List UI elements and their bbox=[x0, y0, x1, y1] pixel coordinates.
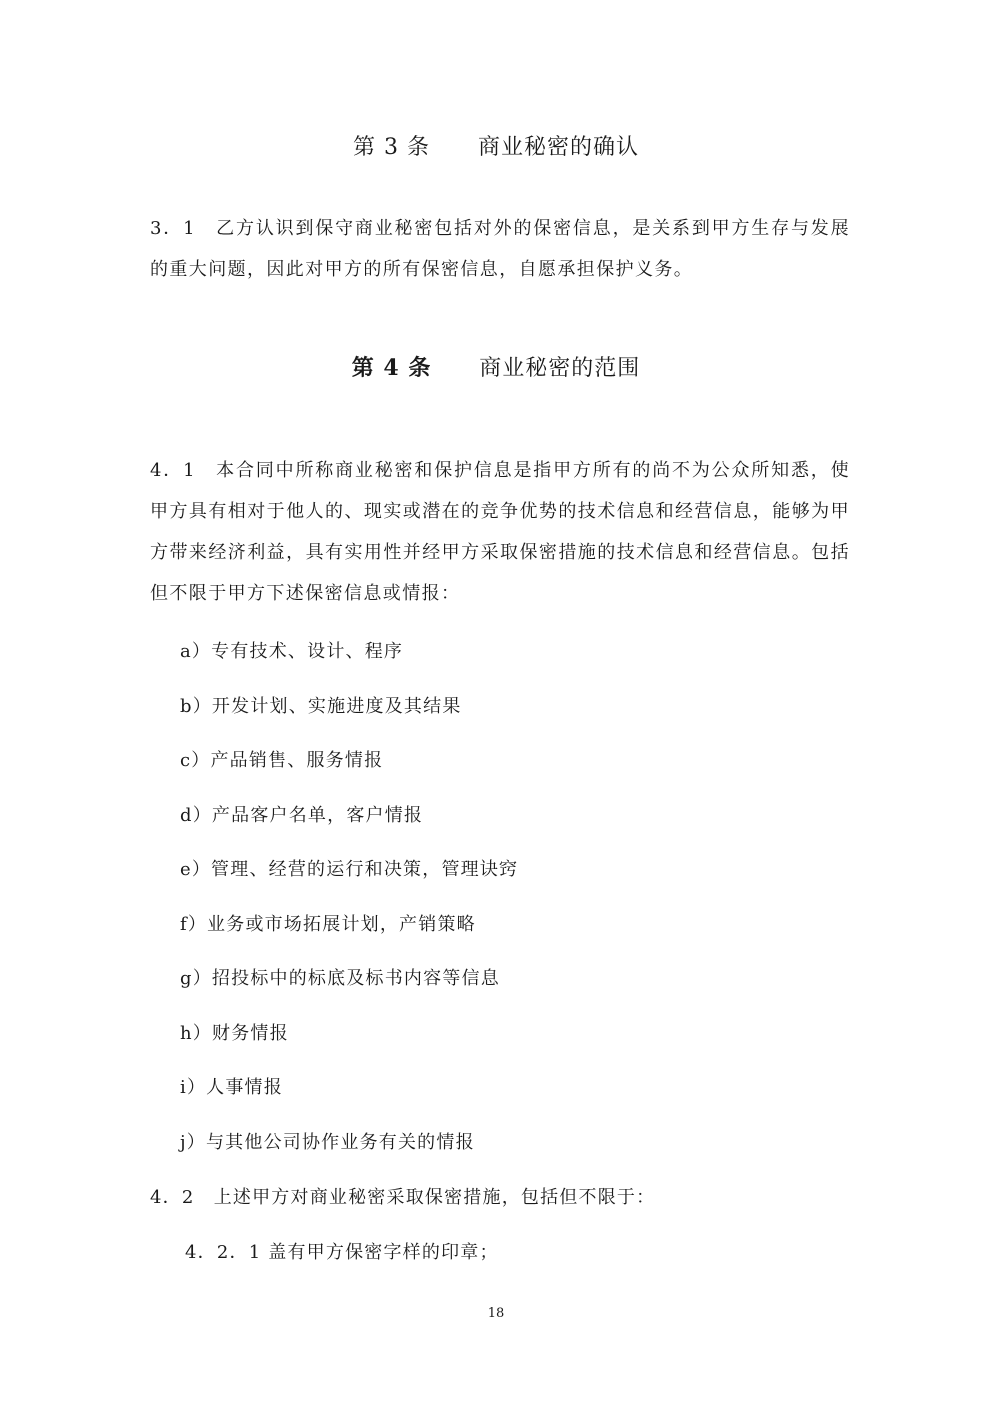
list-item: i）人事情报 bbox=[180, 1077, 283, 1098]
list-item: a）专有技术、设计、程序 bbox=[180, 641, 404, 662]
list-item: e）管理、经营的运行和决策，管理诀窍 bbox=[180, 859, 519, 880]
list-item: c）产品销售、服务情报 bbox=[180, 750, 384, 771]
list-item: b）开发计划、实施进度及其结果 bbox=[180, 696, 462, 717]
paragraph-4-2-1: 4．2．1 盖有甲方保密字样的印章； bbox=[185, 1242, 499, 1263]
page-number: 18 bbox=[487, 1306, 505, 1321]
section-3-number: 第 3 条 bbox=[353, 135, 430, 160]
section-3-heading bbox=[0, 130, 992, 161]
section-4-title: 商业秘密的范围 bbox=[479, 356, 641, 381]
section-3-title: 商业秘密的确认 bbox=[477, 135, 639, 160]
paragraph-4-2: 4．2 上述甲方对商业秘密采取保密措施，包括但不限于： bbox=[150, 1187, 656, 1208]
list-item: g）招投标中的标底及标书内容等信息 bbox=[180, 968, 500, 989]
list-item: f）业务或市场拓展计划，产销策略 bbox=[180, 914, 476, 935]
section-4-heading bbox=[0, 351, 992, 382]
list-item: d）产品客户名单，客户情报 bbox=[180, 805, 424, 826]
paragraph-4-1: 4．1 本合同中所称商业秘密和保护信息是指甲方所有的尚不为公众所知悉，使甲方具有相对于他人的、现实或潜在的竞争优势的技术信息和经营信息，能够为甲方带来经济利益，具有实用性并经甲方采取保密措施的技术信息和经营信息。包括但不限于甲方下述保密信息或情报： bbox=[150, 460, 850, 604]
section-4-number: 第 4 条 bbox=[351, 355, 432, 381]
paragraph-3-1: 3．1 乙方认识到保守商业秘密包括对外的保密信息，是关系到甲方生存与发展的重大问题，因此对甲方的所有保密信息，自愿承担保护义务。 bbox=[150, 218, 850, 280]
list-item: h）财务情报 bbox=[180, 1023, 289, 1044]
list-item: j）与其他公司协作业务有关的情报 bbox=[180, 1132, 475, 1153]
